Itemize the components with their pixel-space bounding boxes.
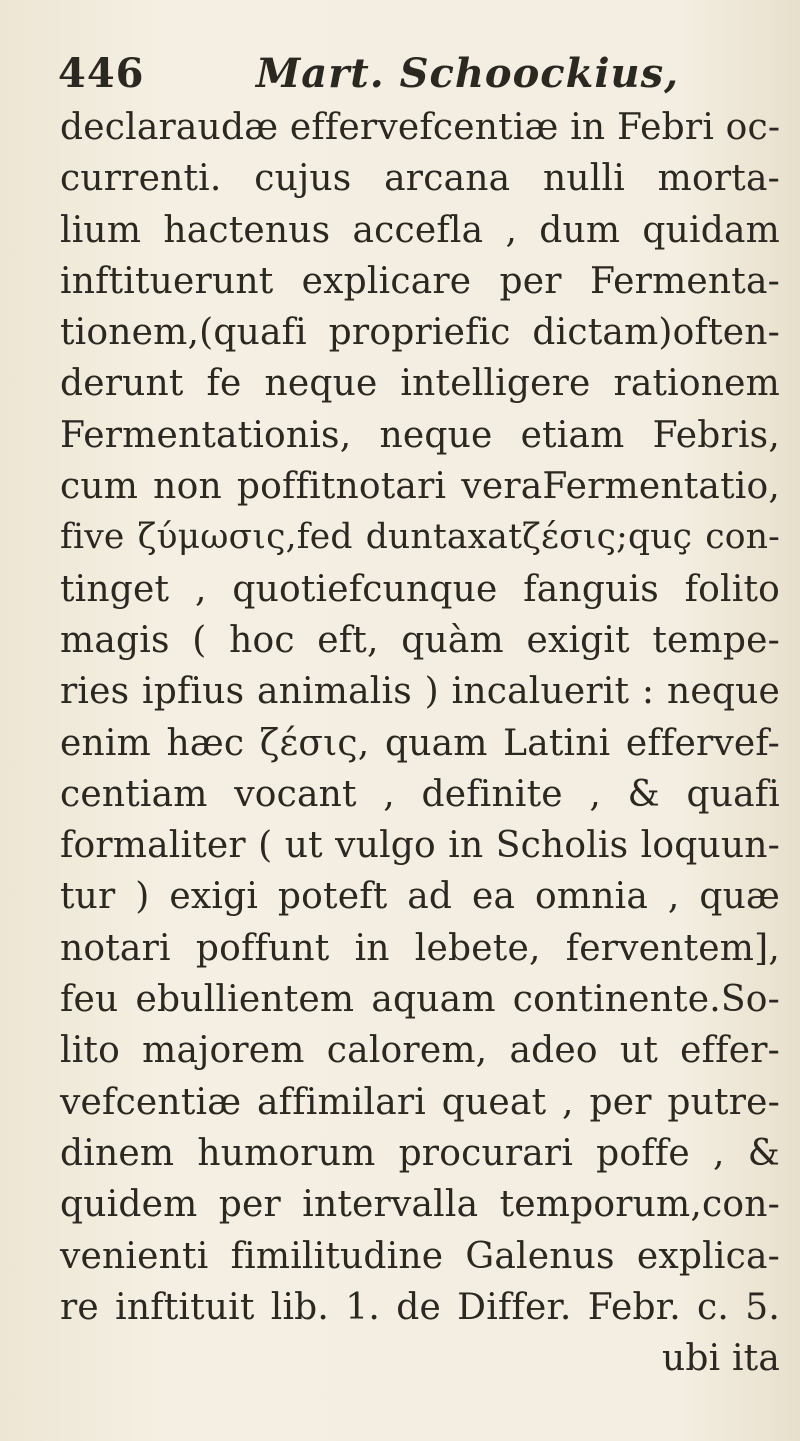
text-line: lito majorem calorem, adeo ut effer- [60,1030,780,1072]
text-line: venienti fimilitudine Galenus explica- [60,1235,780,1277]
text-line: currenti. cujus arcana nulli morta- [60,158,780,200]
text-line: centiam vocant , definite , & quafi [60,773,780,815]
text-line: lium hactenus accefla , dum quidam [60,209,780,251]
text-line: tinget , quotiefcunque fanguis folito [60,568,780,610]
text-line: notari poffunt in lebete, ferventem], [60,927,780,969]
text-line: re inftituit lib. 1. de Differ. Febr. c. 5. [60,1286,780,1328]
text-line: enim hæc ζέσις, quam Latini effervef- [60,722,780,764]
text-line: declaraudæ effervefcentiæ in Febri oc- [60,107,781,148]
text-line: quidem per intervalla temporum,con- [60,1184,780,1226]
text-line: inftituerunt explicare per Fermenta- [60,260,780,302]
catchword-line: ubi ita [661,1338,780,1380]
text-line: ries ipfius animalis ) incaluerit : neque [60,671,780,713]
page-number: 446 [58,50,145,97]
text-line: five ζύμωσις,fed duntaxatζέσις;quç con- [60,517,780,558]
text-line: tur ) exigi poteft ad ea omnia , quæ [60,876,780,918]
text-line: cum non poffitnotari veraFermentatio, [60,466,780,508]
text-line: Fermentationis, neque etiam Febris, [60,414,780,456]
text-line: dinem humorum procurari poffe , & [60,1132,780,1174]
page-header [58,48,760,100]
text-line: tionem,(quafi propriefic dictam)often- [60,312,780,354]
running-head: Mart. Schoockius, [256,50,680,97]
text-line: magis ( hoc eft, quàm exigit tempe- [60,619,780,661]
text-line: derunt fe neque intelligere rationem [60,363,780,405]
text-line: feu ebullientem aquam continente.So- [60,979,780,1021]
text-line: formaliter ( ut vulgo in Scholis loquun- [60,825,780,867]
text-line: vefcentiæ affimilari queat , per putre- [60,1081,780,1123]
body-text [60,102,780,1384]
